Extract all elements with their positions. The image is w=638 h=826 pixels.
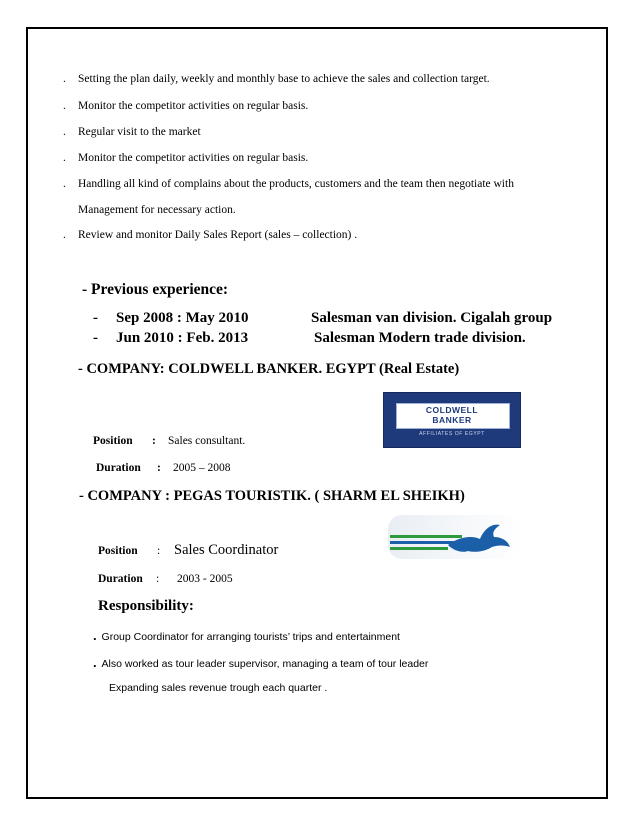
list-item-text: Setting the plan daily, weekly and monthly base to achieve the sales and collection target. — [78, 73, 490, 85]
list-item-text: Monitor the competitor activities on regular basis. — [78, 152, 309, 164]
logo-tagline: AFFILIATES OF EGYPT — [419, 431, 485, 437]
responsibility-heading: Responsibility: — [98, 598, 194, 614]
list-item-text: Also worked as tour leader supervisor, managing a team of tour leader — [101, 658, 429, 670]
bullet-dot: . — [63, 126, 66, 138]
list-item — [109, 682, 327, 694]
bullet-dot: . — [63, 73, 66, 85]
bullet-dot: . — [63, 100, 66, 112]
list-item-text: Regular visit to the market — [78, 126, 201, 138]
bullet-dot: . — [63, 229, 66, 241]
logo-stripe — [390, 535, 462, 538]
position-separator: : — [152, 435, 156, 447]
duration-label: Duration — [98, 573, 143, 585]
coldwell-banker-logo — [383, 392, 521, 448]
experience-period: Sep 2008 : May 2010 — [116, 310, 249, 326]
bullet-dot: . — [93, 628, 97, 643]
company-heading-coldwell: - COMPANY: COLDWELL BANKER. EGYPT (Real Estate) — [78, 361, 460, 377]
experience-role: Salesman van division. Cigalah group — [311, 310, 553, 326]
bullet-dot: . — [93, 655, 97, 670]
list-item-text: Monitor the competitor activities on regular basis. — [78, 100, 309, 112]
experience-period: Jun 2010 : Feb. 2013 — [116, 330, 249, 346]
duration-label: Duration — [96, 462, 141, 474]
bullet-dot: . — [63, 178, 66, 190]
logo-stripe — [390, 541, 456, 544]
position-value: Sales Coordinator — [174, 542, 279, 558]
logo-stripe — [390, 547, 448, 550]
position-label: Position — [98, 545, 138, 557]
previous-experience-heading: - Previous experience: — [82, 281, 229, 298]
list-item-text: Review and monitor Daily Sales Report (sales – collection) . — [78, 229, 358, 241]
pegas-touristik-logo — [388, 515, 522, 559]
list-item — [93, 655, 428, 670]
duration-separator: : — [157, 462, 161, 474]
list-item — [93, 628, 400, 643]
experience-dash: - — [93, 330, 98, 346]
list-item-text: Group Coordinator for arranging tourists’ trips and entertainment — [101, 631, 400, 643]
list-item-text: Handling all kind of complains about the products, customers and the team then negotiate with — [78, 178, 514, 190]
logo-wordmark: COLDWELL BANKER — [425, 405, 479, 425]
company-heading-pegas: - COMPANY : PEGAS TOURISTIK. ( SHARM EL SHEIKH) — [79, 488, 465, 504]
experience-dash: - — [93, 310, 98, 326]
list-item-text: Expanding sales revenue trough each quarter . — [109, 682, 328, 694]
duration-value: 2003 - 2005 — [177, 573, 233, 585]
experience-role: Salesman Modern trade division. — [314, 330, 526, 346]
duration-separator: : — [156, 573, 160, 585]
list-item-text: Management for necessary action. — [78, 204, 236, 216]
position-label: Position — [93, 435, 133, 447]
position-separator: : — [157, 545, 161, 557]
position-value: Sales consultant. — [168, 435, 246, 447]
duration-value: 2005 – 2008 — [173, 462, 231, 474]
bullet-dot: . — [63, 152, 66, 164]
